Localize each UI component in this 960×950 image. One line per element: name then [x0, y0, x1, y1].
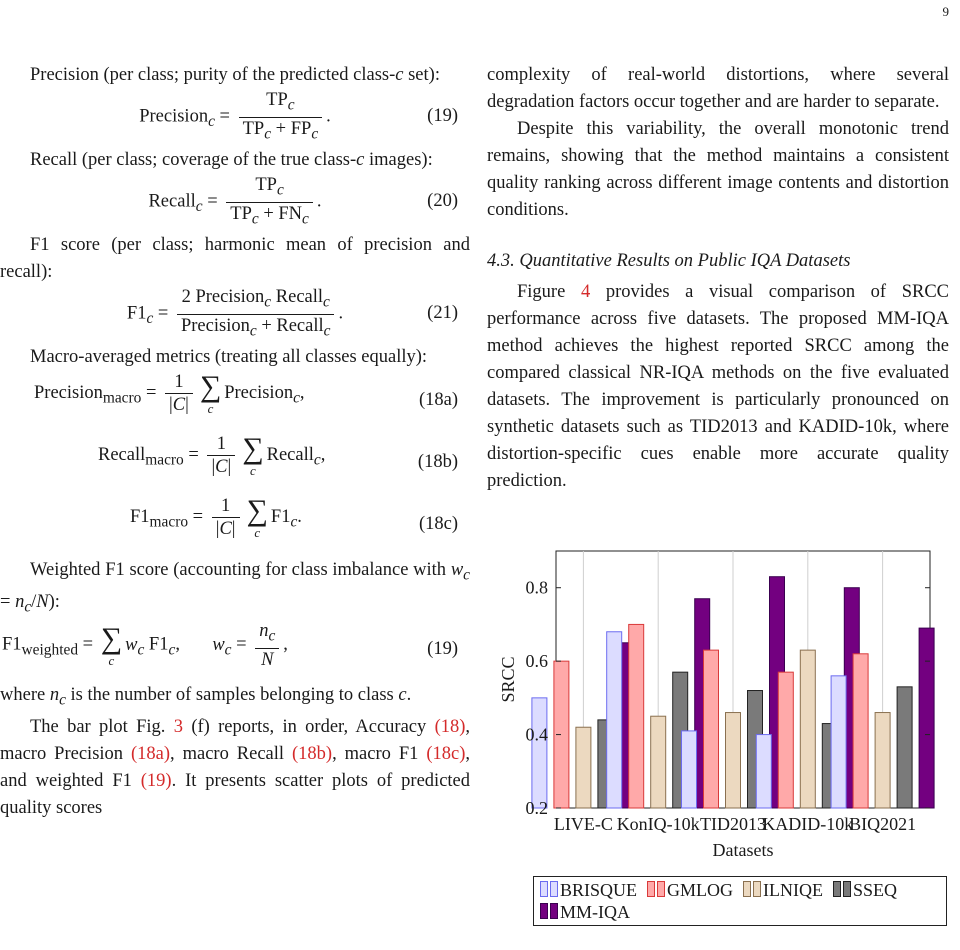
legend-item-gmlog	[647, 879, 733, 901]
legend-swatch	[753, 881, 761, 897]
equation-19: Precision$_c$ = $\frac{TP_c}{TP_c + FP_c}$ . (19)	[139, 90, 458, 143]
equation-number: (19)	[427, 106, 458, 126]
equation-number: (18a)	[418, 390, 458, 410]
equation-19-weighted: $F1_{weighted}$ = ∑ c $w_c$ $F1_c$, $w_c$ = $\frac{n_c}{N}$ , (19)	[2, 621, 458, 671]
legend-label: GMLOG	[667, 880, 734, 900]
y-tick-label: 0.2	[525, 798, 548, 818]
section-heading: 4.3. Quantitative Results on Public IQA Datasets	[487, 251, 851, 271]
bar-brisque-live-c	[532, 698, 547, 808]
eq-18a-link[interactable]: (18a)	[130, 744, 171, 765]
left-column	[0, 62, 470, 822]
bar-ilniqe-koniq-10k	[651, 716, 666, 808]
variability-paragraph: Despite this variability, the overall monotonic trend remains, showing that the method maintains a consistent quality ranking across different image contents and distortion conditions.	[487, 119, 949, 220]
eq-18b-link[interactable]: (18b)	[292, 744, 333, 765]
f1-intro: F1 score (per class; harmonic mean of precision and recall):	[0, 235, 470, 282]
legend-item-brisque	[540, 879, 637, 901]
equation-18a: Precision$_{macro}$ = $\frac{1}{|C|}$ ∑ c Precision$_c$, (18a)	[34, 369, 458, 416]
y-tick-label: 0.8	[525, 577, 548, 598]
x-axis-label: Datasets	[712, 840, 774, 860]
page-number: 9	[942, 4, 949, 19]
y-axis-label: SRCC	[498, 656, 518, 703]
eq-18-link[interactable]: (18)	[434, 717, 466, 738]
legend-item-ilniqe	[743, 879, 823, 901]
weighted-intro: Weighted F1 score (accounting for class imbalance with $w_c = n_c/N$):	[0, 560, 471, 616]
equation-18c: $F1_{macro}$ = $\frac{1}{|C|}$ ∑ c $F1_c$. (18c)	[130, 493, 458, 540]
y-tick-label: 0.6	[525, 651, 548, 672]
fig-3-link[interactable]: 3	[173, 717, 184, 738]
bar-ilniqe-live-c	[576, 727, 591, 808]
equation-number: (18b)	[417, 452, 458, 472]
bar-gmlog-kadid-10k	[778, 672, 793, 808]
legend-label: ILNIQE	[763, 880, 823, 900]
bar-brisque-biq2021	[831, 676, 846, 808]
legend-swatch	[743, 881, 751, 897]
legend-swatch	[657, 881, 665, 897]
x-tick-label: BIQ2021	[849, 814, 917, 834]
x-tick-label: KADID-10k	[762, 814, 854, 834]
legend-swatch	[833, 881, 841, 897]
macro-intro: Macro-averaged metrics (treating all classes equally):	[30, 347, 428, 367]
bar-gmlog-tid2013	[704, 650, 719, 808]
x-tick-label: TID2013	[700, 814, 766, 834]
legend-item-sseq	[833, 879, 897, 901]
bar-sseq-biq2021	[897, 687, 912, 808]
figure-4-paragraph: Figure 4 provides a visual comparison of SRCC performance across five datasets. The proposed MM-IQA method achieves the highest reported SRCC among the compared classical NR-IQA methods on the five evaluated datasets. The improvement is particularly pronounced on synthetic datasets such as TID2013 and KADID-10k, where distortion-specific cues enable more accurate quality prediction.	[487, 282, 950, 491]
where-text: where $n_c$ is the number of samples belonging to class c.	[0, 685, 412, 710]
equation-21: $F1_c$ = $\frac{2 Precision_c Recall_c}{Precision_c + Recall_c}$ . (21)	[126, 287, 458, 340]
srcc-bar-chart	[490, 548, 950, 878]
recall-intro: Recall (per class; coverage of the true class-c images):	[30, 150, 433, 170]
equation-number: (19)	[427, 639, 458, 660]
bar-ilniqe-kadid-10k	[800, 650, 815, 808]
legend-swatch	[647, 881, 655, 897]
equation-number: (21)	[427, 303, 458, 323]
bar-brisque-kadid-10k	[756, 735, 771, 808]
y-tick-label: 0.4	[525, 724, 548, 745]
chart-legend	[533, 876, 947, 926]
legend-item-mm-iqa	[540, 901, 630, 923]
bar-brisque-koniq-10k	[607, 632, 622, 808]
legend-label: SSEQ	[853, 880, 898, 900]
legend-swatch	[843, 881, 851, 897]
eq-19-link[interactable]: (19)	[140, 771, 172, 792]
legend-swatch	[550, 903, 558, 919]
equation-number: (20)	[427, 191, 458, 211]
equation-18b: Recall$_{macro}$ = $\frac{1}{|C|}$ ∑ c Recall$_c$, (18b)	[98, 431, 458, 478]
equation-20: Recall$_c$ = $\frac{TP_c}{TP_c + FN_c}$ . (20)	[148, 175, 458, 228]
bar-plot-text: The bar plot Fig. 3 (f) reports, in order, Accuracy (18), macro Precision (18a), macro Recall (18b), macro F1 (18c), and weighted F1 (19). It presents scatter plots of predicted quality scores	[0, 717, 471, 819]
bar-mm-iqa-biq2021	[919, 628, 934, 808]
precision-intro: Precision (per class; purity of the predicted class-c set):	[30, 65, 440, 85]
bar-brisque-tid2013	[682, 731, 697, 808]
x-tick-label: KonIQ-10k	[616, 814, 700, 834]
legend-label: BRISQUE	[560, 880, 638, 900]
continued-paragraph: complexity of real-world distortions, where several degradation factors occur together and are harder to separate.	[487, 65, 949, 112]
bar-gmlog-biq2021	[853, 654, 868, 808]
legend-swatch	[540, 881, 548, 897]
right-column	[487, 62, 949, 495]
bar-ilniqe-tid2013	[726, 713, 741, 808]
equation-number: (18c)	[418, 514, 458, 534]
legend-swatch	[550, 881, 558, 897]
bar-ilniqe-biq2021	[875, 713, 890, 808]
legend-label: MM-IQA	[560, 902, 630, 922]
legend-swatch	[540, 903, 548, 919]
bar-gmlog-koniq-10k	[629, 624, 644, 808]
fig-4-link[interactable]: 4	[580, 282, 591, 302]
x-tick-label: LIVE-C	[553, 814, 613, 834]
eq-18c-link[interactable]: (18c)	[426, 744, 466, 765]
